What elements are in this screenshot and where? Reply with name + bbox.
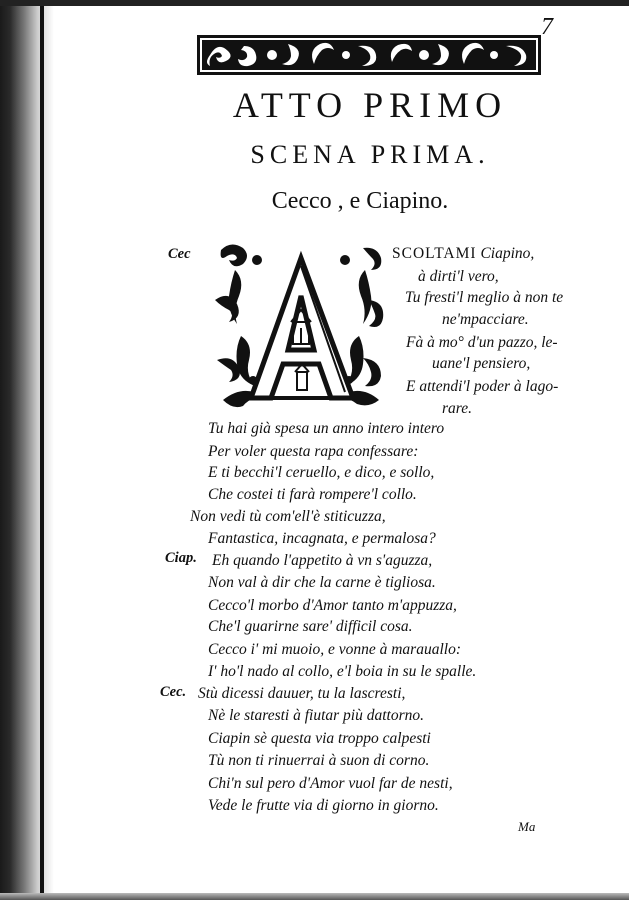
verse-line: Non vedi tù com'ell'è stiticuzza,: [190, 508, 386, 525]
verse-line: SCOLTAMI Ciapino,: [392, 245, 535, 262]
verse-line: Non val à dir che la carne è tigliosa.: [208, 574, 436, 591]
book-gutter-line: [40, 0, 44, 900]
speaker-label-cecco: Cec.: [160, 684, 187, 700]
verse-line: E ti becchi'l ceruello, e dico, e sollo,: [208, 464, 435, 481]
verse-line: à dirti'l vero,: [418, 268, 499, 285]
act-title: ATTO PRIMO: [232, 85, 508, 125]
scene-characters: Cecco , e Ciapino.: [271, 188, 449, 214]
verse-line: Fà à mo° d'un pazzo, le-: [406, 334, 558, 351]
verse-line: Ciapin sè questa via troppo calpesti: [208, 730, 431, 747]
page-number: 7: [541, 14, 553, 40]
book-gutter-shadow: [0, 0, 56, 900]
verse-line: Stù dicessi dauuer, tu la lascresti,: [198, 685, 406, 702]
verse-line: Eh quando l'appetito à vn s'aguzza,: [212, 552, 433, 569]
verse-line: Tu fresti'l meglio à non te: [405, 289, 564, 306]
verse-line: Cecco i' mi muoio, e vonne à marauallo:: [208, 641, 461, 658]
verse-line: Tu hai già spesa un anno intero intero: [208, 420, 445, 437]
scene-title: SCENA PRIMA.: [250, 140, 490, 169]
historiated-initial-a: [213, 240, 389, 412]
verse-line: E attendi'l poder à lago-: [406, 378, 559, 395]
verse-line: ne'mpacciare.: [442, 311, 529, 328]
headpiece-ornament: [196, 34, 542, 76]
verse-line: Che costei ti farà rompere'l collo.: [208, 486, 417, 503]
verse-line: Cecco'l morbo d'Amor tanto m'appuzza,: [208, 597, 457, 614]
speaker-label-cecco: Cec: [168, 246, 191, 262]
page-top-edge: [0, 0, 629, 6]
verse-line: Per voler questa rapa confessare:: [208, 443, 419, 460]
verse-line: Chi'n sul pero d'Amor vuol far de nesti,: [208, 775, 453, 792]
verse-line: rare.: [442, 400, 472, 417]
verse-line: uane'l pensiero,: [432, 355, 531, 372]
verse-line: Nè le staresti à fiutar più dattorno.: [208, 707, 425, 724]
verse-line: Tù non ti rinuerrai à suon di corno.: [208, 752, 430, 769]
verse-line: I' ho'l nado al collo, e'l boia in su le spalle.: [208, 663, 477, 680]
catchword: Ma: [518, 819, 536, 834]
verse-line: Vede le frutte via di giorno in giorno.: [208, 797, 439, 814]
page-bottom-edge: [0, 893, 629, 900]
verse-line: Fantastica, incagnata, e permalosa?: [208, 530, 436, 547]
speaker-label-ciapino: Ciap.: [165, 550, 197, 566]
verse-line: Che'l guarirne sare' difficil cosa.: [208, 618, 413, 635]
